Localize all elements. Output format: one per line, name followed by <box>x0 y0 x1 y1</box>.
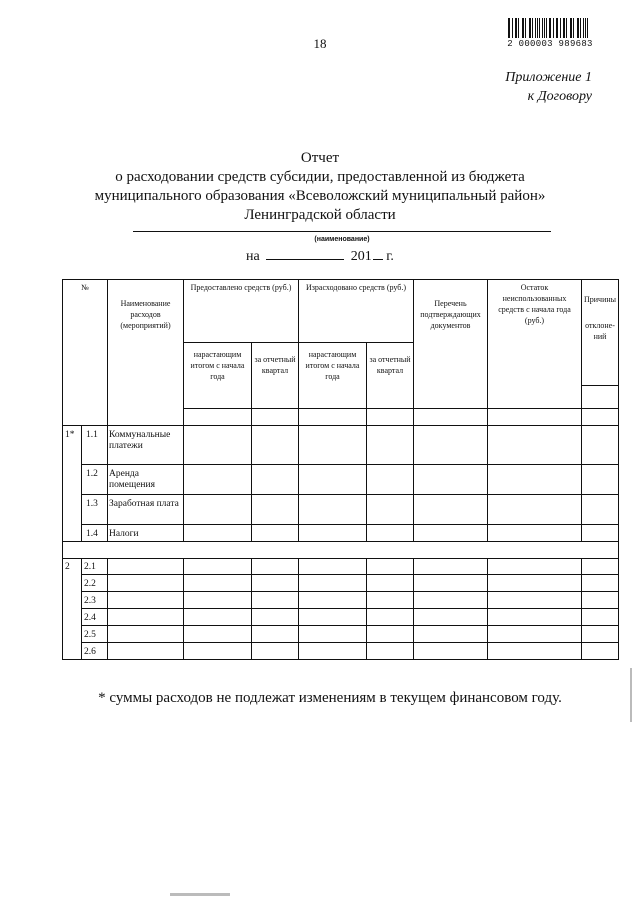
date-prefix: на <box>246 249 260 264</box>
date-suffix: г. <box>386 249 394 264</box>
name-caption: (наименование) <box>314 236 370 243</box>
col-line-quarter2-2 <box>366 558 367 660</box>
title-line-1: Отчет <box>300 150 340 166</box>
row-2-5-number: 2.5 <box>84 630 96 640</box>
header-documents: Перечень подтверждающих документов <box>420 299 481 330</box>
header-remainder: Остаток неиспользованных средств с начала года (руб.) <box>498 283 571 325</box>
group1-number: 1* <box>65 430 75 440</box>
date-blank <box>266 247 344 260</box>
row-line-4 <box>81 574 619 575</box>
reasons-header-line <box>581 385 619 386</box>
report-title <box>70 149 570 225</box>
header-provided-quarter: за отчетный квартал <box>254 355 296 375</box>
col-line-quarter1-2 <box>251 558 252 660</box>
row-line-6 <box>81 608 619 609</box>
name-fill-line <box>133 231 551 232</box>
appendix-note <box>505 68 592 106</box>
barcode-bar <box>573 18 574 38</box>
row-1-1-number: 1.1 <box>86 430 98 440</box>
row-1-1-name: Коммунальные платежи <box>109 430 171 451</box>
report-date-line <box>160 247 480 265</box>
title-line-2: о расходовании средств субсидии, предоставленной из бюджета <box>115 169 525 185</box>
row-2-1-number: 2.1 <box>84 562 96 572</box>
col-line-remainder-2 <box>487 558 488 660</box>
col-line-num-1 <box>81 425 82 542</box>
col-line-remainder-1 <box>487 279 488 542</box>
barcode-number: 2 000003 989683 <box>507 39 593 49</box>
col-line-provided-2 <box>183 558 184 660</box>
col-line-num-2 <box>81 558 82 660</box>
row-line-5 <box>81 591 619 592</box>
group2-number: 2 <box>65 562 70 572</box>
table-left-border <box>62 279 63 660</box>
appendix-line-1: Приложение 1 <box>505 70 592 85</box>
year-blank <box>373 247 383 260</box>
header-reasons-2: отклоне-ний <box>585 321 615 341</box>
row-line-7 <box>81 625 619 626</box>
col-line-reasons-2 <box>581 558 582 660</box>
row-line-2 <box>81 494 619 495</box>
row-1-2-number: 1.2 <box>86 469 98 479</box>
table-bottom-border <box>62 659 619 660</box>
header-reasons-1: Причины <box>583 295 617 304</box>
header-spent-cumulative: нарастающим итогом с начала года <box>305 349 360 381</box>
row-line-3 <box>81 524 619 525</box>
title-line-3: муниципального образования «Всеволожский муниципальный район» <box>94 188 546 204</box>
col-line-docs-2 <box>413 558 414 660</box>
col-line-provided-1 <box>183 279 184 542</box>
col-line-name-2 <box>107 558 108 660</box>
scan-artifact <box>630 668 632 722</box>
barcode <box>508 18 590 38</box>
row-1-4-number: 1.4 <box>86 529 98 539</box>
row-line-1 <box>81 464 619 465</box>
col-line-spent-2 <box>298 558 299 660</box>
page-number: 18 <box>313 36 327 51</box>
row-2-4-number: 2.4 <box>84 613 96 623</box>
footnote: * суммы расходов не подлежат изменениям в текущем финансовом году. <box>98 690 562 706</box>
title-line-4: Ленинградской области <box>244 207 396 223</box>
appendix-line-2: к Договору <box>527 89 592 104</box>
row-2-3-number: 2.3 <box>84 596 96 606</box>
row-1-3-name: Заработная плата <box>109 499 179 509</box>
row-1-2-name: Аренда помещения <box>109 469 155 490</box>
table-top-border <box>62 279 619 280</box>
row-2-2-number: 2.2 <box>84 579 96 589</box>
row-1-4-name: Налоги <box>109 529 139 539</box>
header-bottom-line <box>62 425 619 426</box>
table-right-border <box>618 279 619 660</box>
header-spent-quarter: за отчетный квартал <box>369 355 411 375</box>
header-provided: Предоставлено средств (руб.) <box>190 283 292 292</box>
header-number: № <box>81 283 89 292</box>
col-line-reasons-1 <box>581 279 582 542</box>
group1-bottom-line <box>62 541 619 542</box>
subheader-bottom-line <box>183 408 619 409</box>
header-expense-name: Наименование расходов (мероприятий) <box>120 299 171 330</box>
header-provided-cumulative: нарастающим итогом с начала года <box>190 349 245 381</box>
barcode-bar <box>518 18 519 38</box>
barcode-bar <box>535 18 536 38</box>
col-line-spent-1 <box>298 279 299 542</box>
row-1-3-number: 1.3 <box>86 499 98 509</box>
barcode-bar <box>553 18 554 38</box>
date-year: 201 <box>350 249 372 264</box>
header-spent: Израсходовано средств (руб.) <box>305 283 407 292</box>
group2-top-line <box>62 558 619 559</box>
scan-artifact <box>170 893 230 896</box>
row-2-6-number: 2.6 <box>84 647 96 657</box>
row-line-8 <box>81 642 619 643</box>
